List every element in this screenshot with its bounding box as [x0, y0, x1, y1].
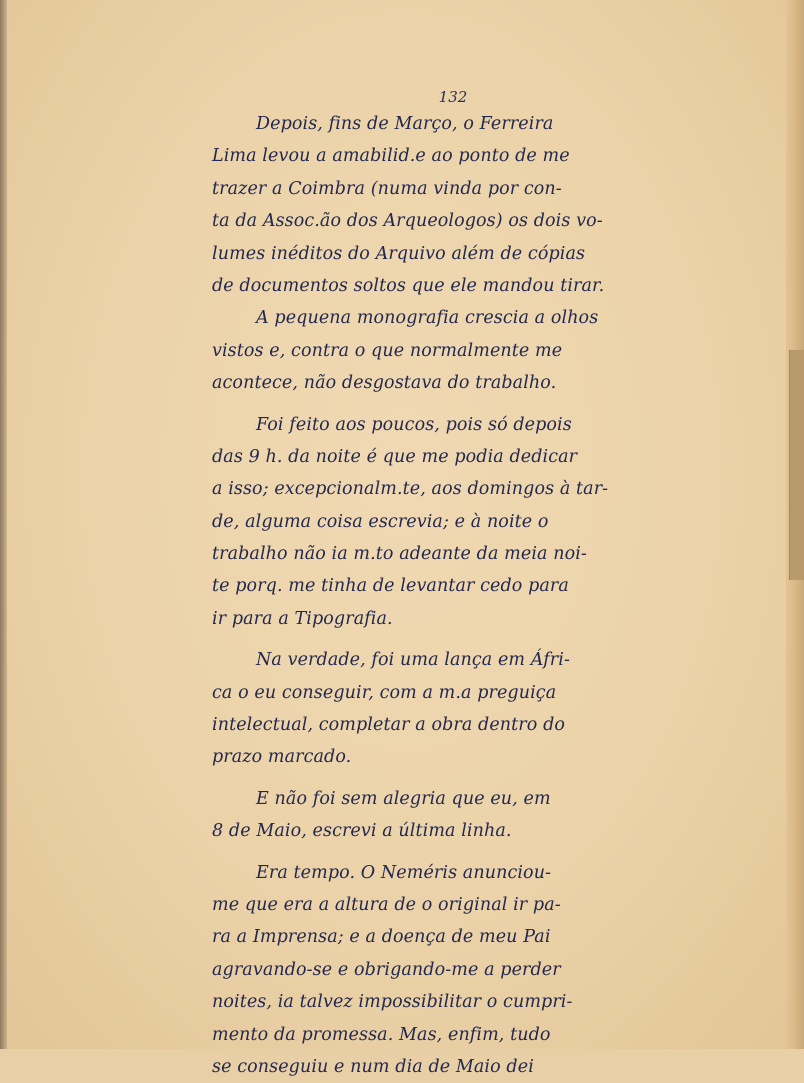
page-edge-tab	[789, 350, 804, 580]
text-line: A pequena monografia crescia a olhos	[256, 308, 599, 329]
page-left-edge	[0, 0, 7, 1049]
text-line: de documentos soltos que ele mandou tirar.	[212, 275, 605, 296]
text-line: 8 de Maio, escrevi a última linha.	[212, 821, 512, 842]
text-line: a isso; excepcionalm.te, aos domingos à tar-	[212, 479, 609, 500]
text-line: agravando-se e obrigando-me a perder	[212, 959, 561, 980]
text-line: Na verdade, foi uma lança em Áfri-	[256, 650, 570, 671]
text-line: Foi feito aos poucos, pois só depois	[256, 414, 572, 435]
text-line: intelectual, completar a obra dentro do	[212, 715, 566, 736]
text-line: prazo marcado.	[212, 747, 352, 768]
handwritten-text	[212, 108, 690, 1083]
text-line: mento da promessa. Mas, enfim, tudo	[212, 1024, 551, 1045]
text-line: Era tempo. O Neméris anunciou-	[256, 862, 552, 883]
text-line: te porq. me tinha de levantar cedo para	[212, 576, 569, 597]
text-line: me que era a altura de o original ir pa-	[212, 894, 561, 915]
text-line: lumes inéditos do Arquivo além de cópias	[212, 243, 586, 264]
text-line: Lima levou a amabilid.e ao ponto de me	[212, 146, 570, 167]
text-line: acontece, não desgostava do trabalho.	[212, 373, 557, 394]
page-number: 132	[438, 88, 468, 106]
text-line: trabalho não ia m.to adeante da meia noi-	[212, 544, 587, 565]
text-line: vistos e, contra o que normalmente me	[212, 340, 563, 361]
text-line: trazer a Coimbra (numa vinda por con-	[212, 178, 562, 199]
text-line: noites, ia talvez impossibilitar o cumpri-	[212, 992, 573, 1013]
text-line: se conseguiu e num dia de Maio dei	[212, 1056, 534, 1077]
text-line: Depois, fins de Março, o Ferreira	[256, 114, 554, 134]
text-line: ra a Imprensa; e a doença de meu Pai	[212, 927, 551, 948]
text-line: de, alguma coisa escrevia; e à noite o	[212, 511, 549, 532]
text-line: E não foi sem alegria que eu, em	[256, 788, 551, 809]
text-line: ca o eu conseguir, com a m.a preguiça	[212, 682, 557, 703]
text-line: ta da Assoc.ão dos Arqueologos) os dois vo-	[212, 211, 603, 232]
text-line: das 9 h. da noite é que me podia dedicar	[212, 446, 578, 467]
text-line: ir para a Tipografia.	[212, 608, 393, 629]
